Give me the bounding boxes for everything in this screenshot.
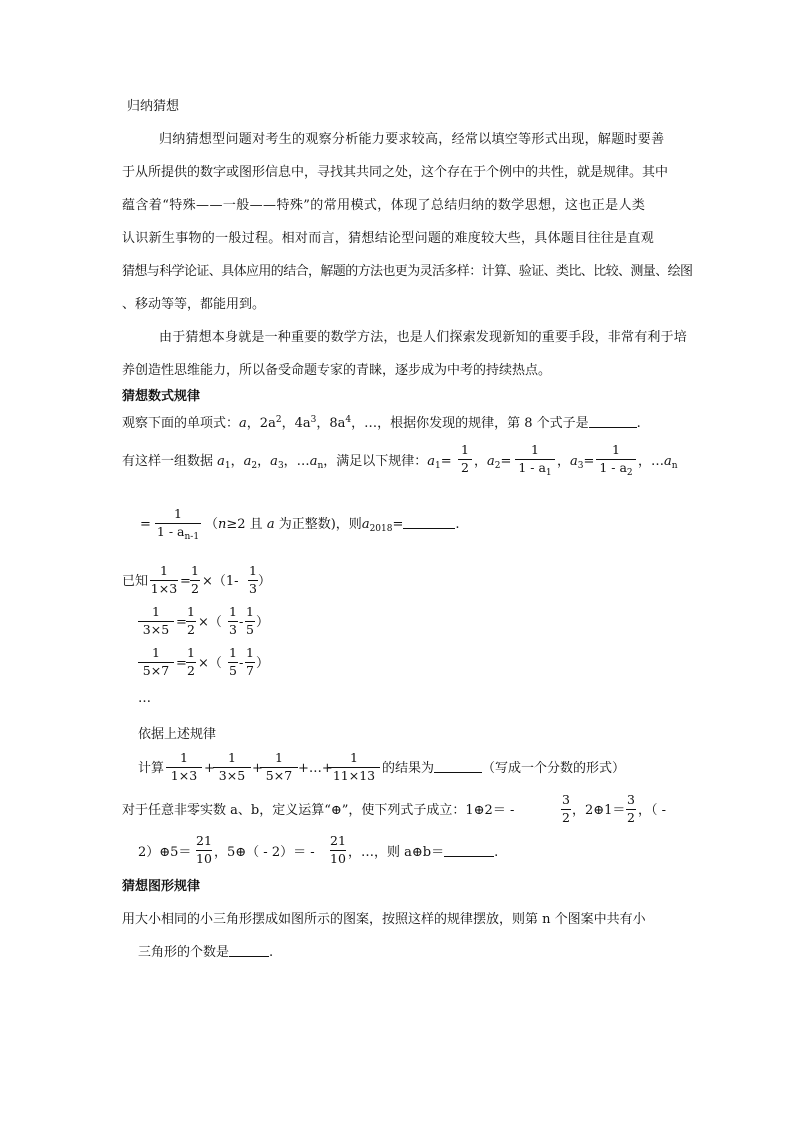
q2-equals: = (140, 517, 151, 532)
answer-blank[interactable] (403, 518, 455, 529)
q1-term-1: a (239, 416, 247, 431)
question-sequence-line1: 有这样一组数据 $a_1$，$a_2$，$a_3$，$\dots a_n$，满足以下规律：$a_1=$ (122, 454, 452, 471)
answer-blank[interactable] (434, 762, 482, 773)
q3-known-label: 已知 (122, 574, 149, 589)
q1-prefix: 观察下面的单项式： (122, 416, 240, 431)
q3-plus-1: + (204, 761, 215, 776)
intro-line-5: 猜想与科学论证、具体应用的结合，解题的方法也更为灵活多样：计算、验证、类比、比较、测量、绘图 (122, 264, 693, 279)
q1-sep: ， (246, 416, 260, 431)
q4-frac-1: 3 2 (562, 792, 570, 825)
section-heading: 归纳猜想 (127, 99, 180, 114)
q3-calc-t4: 1 11×13 (328, 752, 380, 782)
q3-r3-half: 1 2 (187, 645, 195, 678)
intro-line-4: 认识新生事物的一般过程。相对而言，猜想结论型问题的难度较大些，具体题目往往是直观 (122, 231, 655, 246)
intro2-line-1: 由于猜想本身就是一种重要的数学方法，也是人们探索发现新知的重要手段，非常有利于培 (159, 330, 688, 345)
q1-term-2: $2a^2$ (259, 415, 282, 431)
q3-r1-end: ） (258, 574, 272, 589)
q3-r3-eq: = (176, 656, 187, 671)
intro-line-2: 于从所提供的数字或图形信息中，寻找其共同之处，这个存在于个例中的共性，就是规律。其中 (122, 165, 669, 180)
q1-term-4: $8a^4$ (329, 415, 352, 431)
q3-plus-dots: +…+ (298, 761, 333, 776)
q3-r3-a: 1 5 (229, 645, 237, 678)
q3-calc-t1: 1 1×3 (166, 752, 202, 782)
q3-r3-frac: 1 5×7 (138, 647, 174, 677)
intro-line-6: 、移动等等，都能用到。 (122, 297, 266, 312)
answer-blank[interactable] (444, 846, 494, 857)
q3-r1-eq: = (180, 574, 191, 589)
fraction-a2: 1 $1 - a_1$ (515, 444, 555, 478)
q4-frac-3: 21 10 (196, 833, 212, 866)
question-monomials: 观察下面的单项式：a，$2a^2$，$4a^3$，$8a^4$，…，根据你发现的规律，第 8 个式子是 . (122, 415, 641, 431)
q4-line2-a: 2）⊕5＝ (138, 845, 192, 860)
fraction-a3: 1 $1 - a_2$ (596, 444, 636, 478)
q4-mid1: ，2⊕1＝ (572, 803, 626, 818)
q3-r2-frac: 1 3×5 (138, 606, 174, 636)
q1-term-3: $4a^3$ (294, 415, 317, 431)
q3-r3-end: ） (256, 656, 270, 671)
intro-line-3: 蕴含着“特殊——一般——特殊”的常用模式，体现了总结归纳的数学思想，这也正是人类 (122, 198, 646, 213)
q3-r2-a: 1 3 (229, 604, 237, 637)
q3-r2-minus: - (239, 615, 244, 630)
q2-an-label: ，$\dots a_n$ (638, 454, 678, 471)
q3-r1-frac: 1 1×3 (150, 563, 178, 596)
q3-r3-mid: ×（ (198, 656, 222, 671)
intro-line-1: 归纳猜想型问题对考生的观察分析能力要求较高，经常以填空等形式出现，解题时要善 (159, 132, 665, 147)
q5-line1: 用大小相同的小三角形摆成如图所示的图案，按照这样的规律摆放，则第 n 个图案中共有小 (122, 912, 646, 927)
q3-result: 的结果为 （写成一个分数的形式） (382, 761, 626, 776)
answer-blank[interactable] (589, 417, 637, 428)
q3-r2-half: 1 2 (187, 604, 195, 637)
q3-r2-mid: ×（ (198, 615, 222, 630)
q3-calc-label: 计算 (138, 761, 165, 776)
q3-ellipsis: … (138, 691, 151, 706)
q1-tail: ，…，根据你发现的规律，第 8 个式子是 (351, 416, 589, 431)
section-title-figure-patterns: 猜想图形规律 (122, 879, 201, 894)
q3-r1-half: 1 2 (191, 563, 199, 596)
q3-r2-b: 1 5 (246, 604, 254, 637)
q3-basis: 依据上述规律 (138, 727, 217, 742)
q3-r1-b: 1 3 (249, 563, 257, 596)
fraction-an: 1 $1 - a_{n-1}$ (156, 506, 200, 542)
q2-a3-label: ，$a_3=$ (557, 454, 595, 471)
q4-frac-4: 21 10 (330, 833, 346, 866)
q3-plus-2: + (252, 761, 263, 776)
q3-r3-b: 1 7 (246, 645, 254, 678)
q4-line2-c: ，…，则 a⊕b＝ . (348, 845, 499, 860)
q4-line1: 对于任意非零实数 a、b，定义运算“⊕”，使下列式子成立：1⊕2＝ - (122, 803, 515, 818)
section-title-formula-patterns: 猜想数式规律 (122, 389, 201, 404)
q3-r2-eq: = (176, 615, 187, 630)
q3-r3-minus: - (239, 656, 244, 671)
q3-calc-t2: 1 3×5 (213, 752, 251, 782)
intro2-line-2: 养创造性思维能力，所以备受命题专家的青睐，逐步成为中考的持续热点。 (122, 363, 552, 378)
q4-line2-b: ，5⊕（ - 2）＝ - (214, 845, 315, 860)
q4-frac-2: 3 2 (627, 792, 635, 825)
q2-a2-label: ，$a_2=$ (474, 454, 512, 471)
answer-blank[interactable] (229, 946, 269, 957)
fraction-a1: 1 2 (458, 444, 472, 474)
q2-condition: （n≥2 且 a 为正整数)，则$a_{2018}=$ . (205, 517, 460, 534)
q3-r1-mid: ×（1- (202, 574, 239, 589)
q5-line2: 三角形的个数是 . (138, 945, 274, 960)
q3-calc-t3: 1 5×7 (260, 752, 298, 782)
q3-r2-end: ） (256, 615, 270, 630)
q4-tail1: ，（ - (638, 803, 667, 818)
